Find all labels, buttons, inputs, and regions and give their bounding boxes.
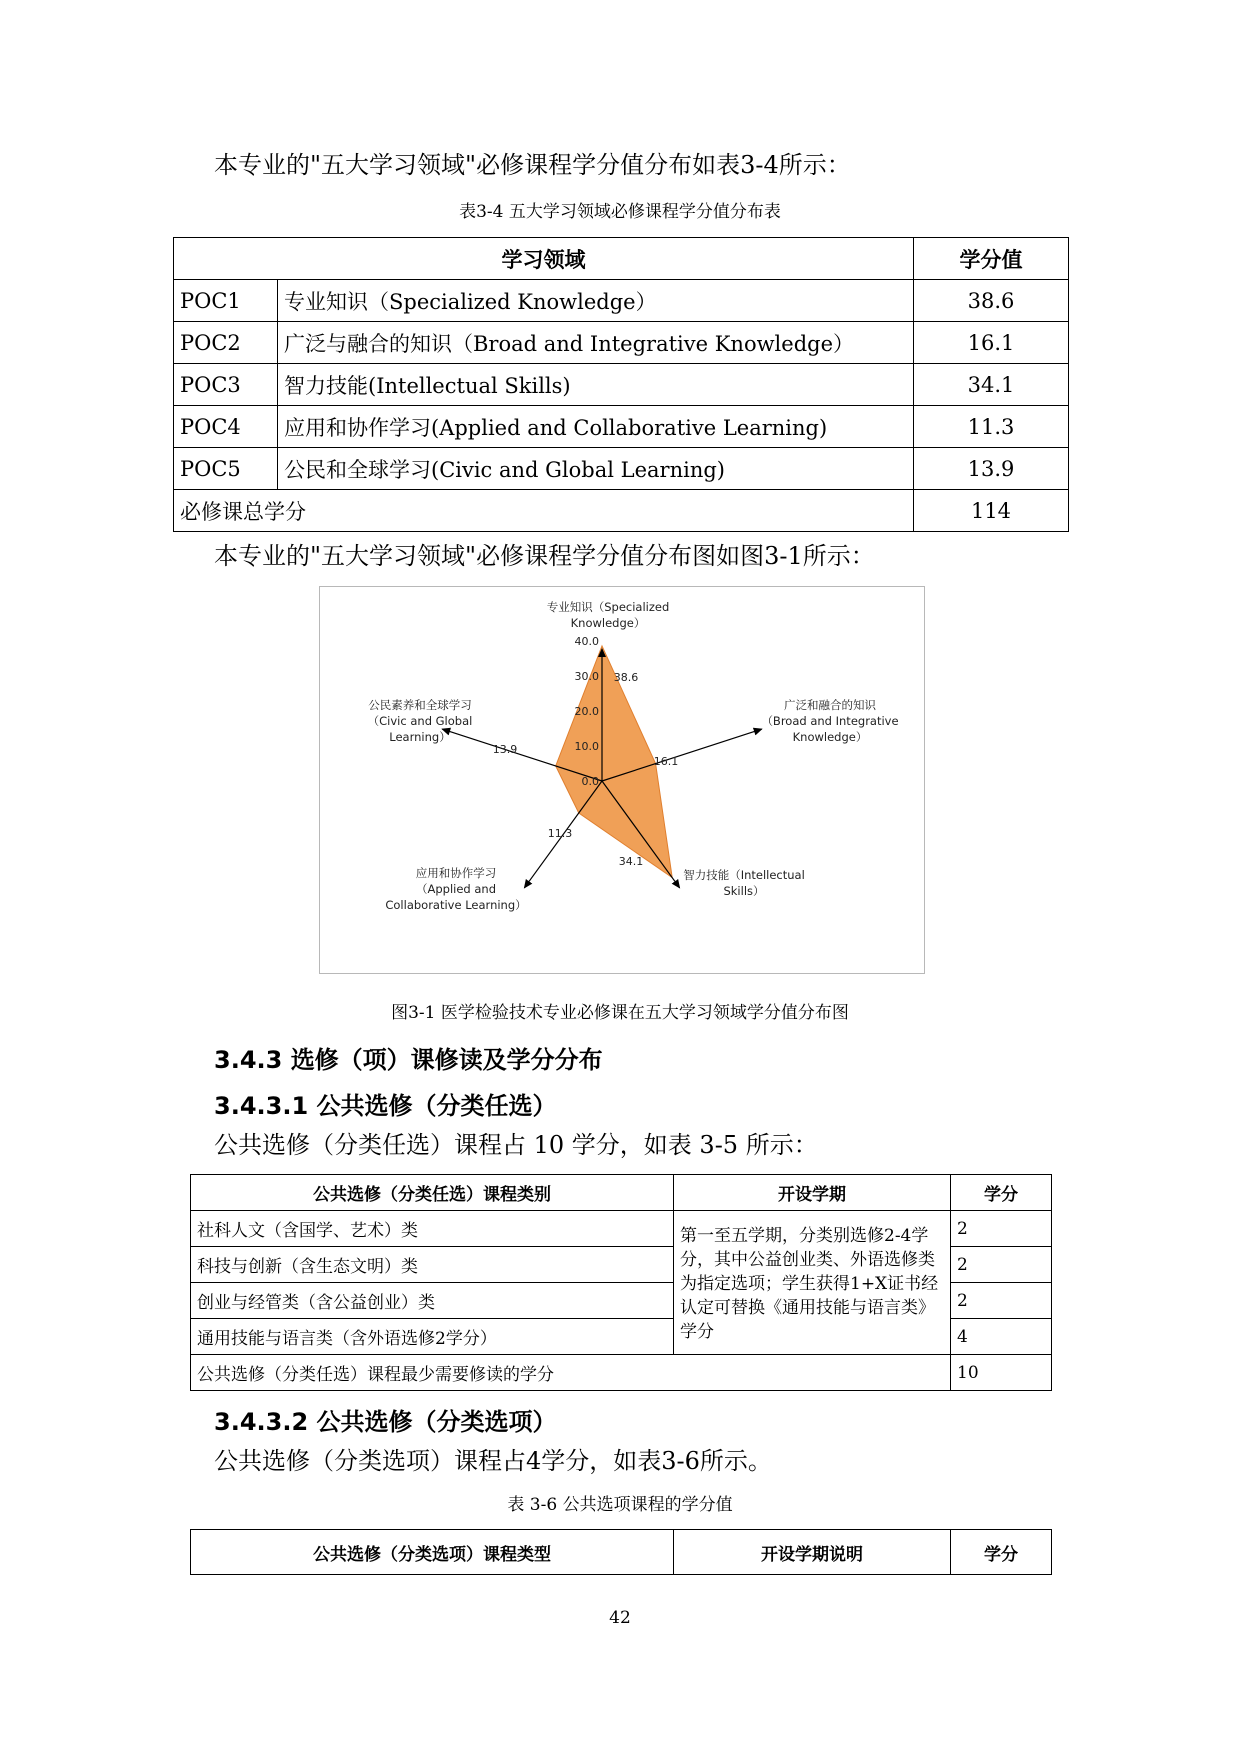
page-number: 42 bbox=[609, 1608, 631, 1628]
row-code: POC4 bbox=[174, 406, 278, 448]
term-note: 第一至五学期，分类别选修2-4学分，其中公益创业类、外语选修类为指定选项；学生获得1+X证书经认定可替换《通用技能与语言类》学分 bbox=[674, 1211, 951, 1355]
row-credit: 2 bbox=[951, 1283, 1052, 1319]
row-name: 广泛与融合的知识（Broad and Integrative Knowledge） bbox=[278, 322, 914, 364]
row-code: POC3 bbox=[174, 364, 278, 406]
total-label: 必修课总学分 bbox=[174, 490, 914, 532]
table-header-row bbox=[191, 1175, 1052, 1211]
radar-axis-label-line: 广泛和融合的知识 bbox=[784, 698, 876, 712]
row-name: 社科人文（含国学、艺术）类 bbox=[191, 1211, 674, 1247]
paragraph-3-4-3-1: 公共选修（分类任选）课程占 10 学分，如表 3-5 所示： bbox=[214, 1131, 818, 1159]
total-value: 10 bbox=[951, 1355, 1052, 1391]
table-total-row bbox=[191, 1355, 1052, 1391]
row-code: POC5 bbox=[174, 448, 278, 490]
radar-axis-label bbox=[761, 698, 898, 744]
figure-caption: 图3-1 医学检验技术专业必修课在五大学习领域学分值分布图 bbox=[391, 1003, 849, 1023]
heading-3-4-3: 3.4.3 选修（项）课修读及学分分布 bbox=[214, 1046, 603, 1074]
heading-3-4-3-2: 3.4.3.2 公共选修（分类选项） bbox=[214, 1408, 557, 1436]
radar-tick-label: 10.0 bbox=[574, 740, 599, 753]
radar-axis-label-line: Learning） bbox=[389, 730, 451, 744]
radar-data-label: 38.6 bbox=[613, 671, 639, 684]
row-name: 专业知识（Specialized Knowledge） bbox=[278, 280, 914, 322]
radar-axis-label bbox=[547, 600, 670, 630]
radar-axis-label-line: Skills） bbox=[723, 884, 765, 898]
row-credit: 16.1 bbox=[914, 322, 1069, 364]
total-value: 114 bbox=[914, 490, 1069, 532]
radar-tick-label: 30.0 bbox=[574, 670, 599, 683]
intro-paragraph-2: 本专业的"五大学习领域"必修课程学分值分布图如图3-1所示： bbox=[214, 542, 875, 570]
table-header-row bbox=[174, 238, 1069, 280]
row-name: 应用和协作学习(Applied and Collaborative Learning) bbox=[278, 406, 914, 448]
table-row bbox=[191, 1211, 1052, 1247]
radar-axis-label-line: （Civic and Global bbox=[367, 714, 473, 728]
table-row bbox=[174, 364, 1069, 406]
total-label: 公共选修（分类任选）课程最少需要修读的学分 bbox=[191, 1355, 951, 1391]
radar-axis-label-line: （Applied and bbox=[415, 882, 497, 896]
paragraph-3-4-3-2: 公共选修（分类选项）课程占4学分，如表3-6所示。 bbox=[214, 1447, 772, 1475]
radar-axis-label-line: Knowledge） bbox=[792, 730, 868, 744]
radar-tick-label: 0.0 bbox=[581, 775, 599, 788]
header-credit: 学分 bbox=[951, 1175, 1052, 1211]
row-credit: 2 bbox=[951, 1211, 1052, 1247]
header-credit: 学分值 bbox=[914, 238, 1069, 280]
radar-tick-label: 40.0 bbox=[574, 635, 599, 648]
header-credit: 学分 bbox=[951, 1530, 1052, 1575]
row-credit: 13.9 bbox=[914, 448, 1069, 490]
row-name: 创业与经管类（含公益创业）类 bbox=[191, 1283, 674, 1319]
radar-axis-label-line: Collaborative Learning） bbox=[385, 898, 527, 912]
table-3-4 bbox=[173, 237, 1069, 532]
header-category: 公共选修（分类任选）课程类别 bbox=[191, 1175, 674, 1211]
row-credit: 34.1 bbox=[914, 364, 1069, 406]
radar-axis-label-line: （Broad and Integrative bbox=[761, 714, 899, 728]
table-row bbox=[174, 280, 1069, 322]
radar-tick-label: 20.0 bbox=[574, 705, 599, 718]
radar-data-label: 11.3 bbox=[547, 827, 573, 840]
table-row bbox=[174, 448, 1069, 490]
radar-axis-label bbox=[368, 698, 473, 744]
radar-axis-label bbox=[683, 868, 805, 898]
table-3-4-caption: 表3-4 五大学习领域必修课程学分值分布表 bbox=[459, 202, 781, 222]
row-name: 公民和全球学习(Civic and Global Learning) bbox=[278, 448, 914, 490]
radar-axis-label-line: 智力技能（Intellectual bbox=[683, 868, 805, 882]
table-3-6 bbox=[190, 1529, 1052, 1575]
row-code: POC2 bbox=[174, 322, 278, 364]
row-credit: 11.3 bbox=[914, 406, 1069, 448]
intro-paragraph-1: 本专业的"五大学习领域"必修课程学分值分布如表3-4所示： bbox=[214, 151, 851, 179]
table-total-row bbox=[174, 490, 1069, 532]
radar-data-label: 13.9 bbox=[492, 743, 518, 756]
heading-3-4-3-1: 3.4.3.1 公共选修（分类任选） bbox=[214, 1092, 557, 1120]
header-type: 公共选修（分类选项）课程类型 bbox=[191, 1530, 674, 1575]
radar-axis-label-line: Knowledge） bbox=[570, 616, 646, 630]
table-header-row bbox=[191, 1530, 1052, 1575]
row-credit: 2 bbox=[951, 1247, 1052, 1283]
radar-axis-label bbox=[385, 866, 526, 912]
radar-axis-label-line: 专业知识（Specialized bbox=[546, 600, 670, 614]
header-domain: 学习领域 bbox=[174, 238, 914, 280]
row-credit: 38.6 bbox=[914, 280, 1069, 322]
header-term: 开设学期 bbox=[674, 1175, 951, 1211]
row-name: 通用技能与语言类（含外语选修2学分） bbox=[191, 1319, 674, 1355]
radar-data-label: 16.1 bbox=[653, 755, 679, 768]
radar-chart bbox=[319, 586, 925, 974]
table-3-5 bbox=[190, 1174, 1052, 1391]
row-code: POC1 bbox=[174, 280, 278, 322]
header-term-desc: 开设学期说明 bbox=[674, 1530, 951, 1575]
row-name: 智力技能(Intellectual Skills) bbox=[278, 364, 914, 406]
radar-axis-label-line: 应用和协作学习 bbox=[415, 866, 497, 880]
radar-axis-label-line: 公民素养和全球学习 bbox=[368, 698, 472, 712]
row-name: 科技与创新（含生态文明）类 bbox=[191, 1247, 674, 1283]
table-row bbox=[174, 322, 1069, 364]
row-credit: 4 bbox=[951, 1319, 1052, 1355]
table-3-6-caption: 表 3-6 公共选项课程的学分值 bbox=[507, 1495, 733, 1515]
radar-data-label: 34.1 bbox=[618, 855, 644, 868]
table-row bbox=[174, 406, 1069, 448]
